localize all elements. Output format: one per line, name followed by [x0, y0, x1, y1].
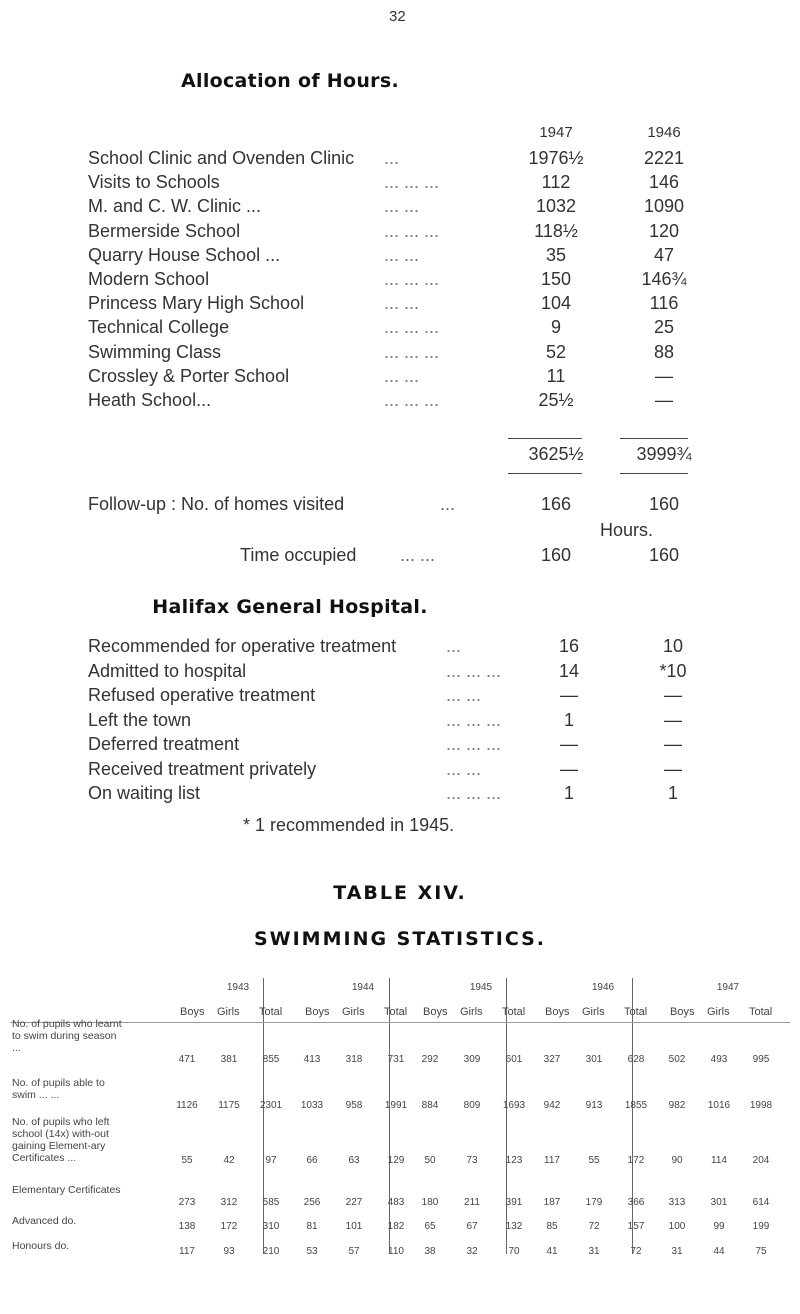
table-row-label: Honours do. — [12, 1240, 70, 1252]
hospital-row-label: Received treatment privately — [88, 758, 317, 779]
table-year-header: 1945 — [469, 982, 493, 993]
table-subtitle: SWIMMING STATISTICS. — [253, 928, 547, 950]
table-cell: 38 — [424, 1246, 436, 1257]
table-cell: 81 — [306, 1221, 318, 1232]
table-column-divider — [263, 978, 264, 1254]
table-cell: 884 — [421, 1100, 439, 1111]
hospital-row-dots: ... ... ... — [446, 734, 502, 754]
table-cell: 117 — [179, 1246, 195, 1257]
allocation-row-1947: 104 — [540, 293, 572, 314]
table-cell: 809 — [463, 1100, 481, 1111]
table-cell: 312 — [220, 1197, 238, 1208]
table-cell: 227 — [345, 1197, 363, 1208]
table-cell: 1033 — [300, 1100, 324, 1111]
table-cell: 44 — [713, 1246, 725, 1257]
hospital-title: Halifax General Hospital. — [152, 596, 428, 618]
hospital-row-1947: 14 — [558, 660, 580, 681]
table-subheader: Total — [749, 1006, 773, 1018]
table-row-label: No. of pupils who left school (14x) with-out gaining Element-ary Certificates ... — [12, 1116, 110, 1164]
allocation-row-1947: 1976½ — [528, 148, 584, 168]
table-cell: 471 — [178, 1054, 196, 1065]
table-cell: 585 — [262, 1197, 280, 1208]
table-cell: 63 — [348, 1155, 360, 1166]
table-subheader: Girls — [217, 1006, 240, 1018]
followup-label: Follow-up : No. of homes visited — [88, 494, 345, 514]
total-underline-1946 — [620, 473, 688, 474]
hospital-row-1946: — — [664, 758, 682, 779]
time-occupied-label: Time occupied — [240, 545, 357, 565]
allocation-row-1947: 11 — [546, 365, 566, 386]
year-header-1947: 1947 — [539, 124, 573, 141]
table-year-header: 1947 — [716, 982, 740, 993]
table-cell: 187 — [543, 1197, 561, 1208]
table-cell: 123 — [505, 1155, 523, 1166]
hospital-footnote: * 1 recommended in 1945. — [243, 815, 455, 835]
followup-1946: 160 — [648, 494, 680, 514]
table-cell: 66 — [306, 1155, 318, 1166]
table-cell: 132 — [505, 1221, 523, 1232]
table-cell: 855 — [262, 1054, 280, 1065]
table-subheader: Girls — [582, 1006, 605, 1018]
table-cell: 90 — [671, 1155, 683, 1166]
allocation-row-1946: 146¾ — [641, 269, 687, 289]
table-subheader: Boys — [423, 1006, 448, 1018]
table-cell: 50 — [424, 1155, 436, 1166]
table-row-label: Elementary Certificates — [12, 1184, 121, 1196]
table-cell: 42 — [223, 1155, 235, 1166]
table-subheader: Total — [624, 1006, 648, 1018]
table-subheader: Girls — [342, 1006, 365, 1018]
table-cell: 1175 — [218, 1100, 240, 1111]
time-occupied-1946: 160 — [648, 545, 680, 565]
table-subheader: Boys — [180, 1006, 205, 1018]
table-cell: 179 — [585, 1197, 603, 1208]
allocation-row-1947: 25½ — [538, 390, 574, 410]
table-cell: 982 — [668, 1100, 686, 1111]
table-column-divider — [506, 978, 507, 1254]
hospital-row-dots: ... ... ... — [446, 660, 502, 681]
allocation-row-dots: ... ... ... — [384, 172, 440, 193]
hospital-row-dots: ... ... — [446, 758, 482, 779]
table-cell: 366 — [627, 1197, 645, 1208]
allocation-row-1946: 120 — [648, 220, 680, 241]
table-cell: 601 — [505, 1054, 523, 1065]
allocation-row-1946: 1090 — [643, 196, 685, 217]
allocation-row-label: Visits to Schools — [88, 172, 220, 193]
table-cell: 913 — [585, 1100, 603, 1111]
allocation-row-label: Quarry House School ... — [88, 244, 281, 265]
hospital-row-dots: ... ... ... — [446, 783, 502, 803]
total-1946: 3999¾ — [636, 444, 692, 464]
hospital-row-label: Refused operative treatment — [88, 685, 316, 705]
hospital-row-1946: 1 — [667, 783, 678, 803]
table-cell: 502 — [668, 1054, 686, 1065]
table-cell: 117 — [544, 1155, 560, 1166]
table-cell: 273 — [178, 1197, 196, 1208]
allocation-row-1946: 146 — [648, 172, 680, 193]
table-cell: 1991 — [384, 1100, 408, 1111]
table-year-header: 1946 — [591, 982, 615, 993]
allocation-row-dots: ... ... ... — [384, 220, 440, 241]
table-cell: 413 — [303, 1054, 321, 1065]
allocation-row-label: Crossley & Porter School — [88, 365, 290, 386]
table-cell: 99 — [713, 1221, 725, 1232]
allocation-row-label: Princess Mary High School — [88, 293, 305, 314]
table-cell: 73 — [466, 1155, 478, 1166]
table-column-divider — [632, 978, 633, 1254]
table-column-divider — [389, 978, 390, 1254]
table-cell: 731 — [387, 1054, 405, 1065]
table-row-label: No. of pupils able to swim ... ... — [12, 1077, 105, 1101]
allocation-row-dots: ... ... ... — [384, 269, 440, 289]
allocation-row-dots: ... — [384, 148, 400, 168]
allocation-row-dots: ... ... — [384, 293, 420, 314]
table-cell: 138 — [178, 1221, 196, 1232]
hospital-row-dots: ... — [446, 636, 462, 656]
table-subheader: Total — [259, 1006, 283, 1018]
page-number: 32 — [389, 8, 406, 25]
hospital-row-1946: — — [664, 734, 682, 754]
table-cell: 55 — [588, 1155, 600, 1166]
table-cell: 1693 — [502, 1100, 526, 1111]
allocation-row-label: Bermerside School — [88, 220, 241, 241]
table-cell: 995 — [752, 1054, 770, 1065]
time-occupied-1947: 160 — [540, 545, 572, 565]
hospital-row-1946: *10 — [659, 660, 687, 681]
table-cell: 75 — [755, 1246, 767, 1257]
table-cell: 53 — [306, 1246, 318, 1257]
table-cell: 67 — [466, 1221, 478, 1232]
allocation-row-label: Modern School — [88, 269, 210, 289]
table-cell: 172 — [220, 1221, 238, 1232]
table-subheader: Total — [502, 1006, 526, 1018]
allocation-row-1947: 9 — [550, 317, 561, 338]
table-cell: 493 — [710, 1054, 728, 1065]
hospital-row-label: Left the town — [88, 709, 192, 730]
hospital-row-label: Admitted to hospital — [88, 660, 247, 681]
allocation-row-dots: ... ... — [384, 196, 420, 217]
allocation-row-label: Technical College — [88, 317, 230, 338]
table-cell: 93 — [223, 1246, 235, 1257]
allocation-row-label: Heath School... — [88, 390, 212, 410]
allocation-row-label: M. and C. W. Clinic ... — [88, 196, 262, 217]
table-cell: 57 — [348, 1246, 360, 1257]
table-cell: 211 — [464, 1197, 480, 1208]
hospital-row-1947: — — [560, 685, 578, 705]
hospital-row-1947: 1 — [563, 709, 574, 730]
hospital-row-1947: — — [560, 758, 578, 779]
table-cell: 85 — [546, 1221, 558, 1232]
hospital-row-dots: ... ... ... — [446, 709, 502, 730]
allocation-title: Allocation of Hours. — [181, 70, 399, 92]
total-rule-1947 — [508, 438, 582, 439]
table-cell: 157 — [627, 1221, 645, 1232]
table-cell: 1016 — [707, 1100, 731, 1111]
table-title: TABLE XIV. — [333, 882, 467, 904]
hospital-row-1947: — — [560, 734, 578, 754]
table-cell: 309 — [463, 1054, 481, 1065]
table-cell: 327 — [543, 1054, 561, 1065]
table-cell: 31 — [671, 1246, 683, 1257]
allocation-row-1946: — — [655, 365, 673, 386]
table-cell: 942 — [543, 1100, 561, 1111]
table-cell: 210 — [262, 1246, 280, 1257]
allocation-row-1946: 25 — [653, 317, 675, 338]
allocation-row-dots: ... ... ... — [384, 341, 440, 362]
table-subheader: Boys — [670, 1006, 695, 1018]
table-subheader: Boys — [305, 1006, 330, 1018]
table-cell: 310 — [262, 1221, 280, 1232]
table-subheader: Total — [384, 1006, 408, 1018]
hospital-row-dots: ... ... — [446, 685, 482, 705]
table-cell: 204 — [752, 1155, 770, 1166]
table-subheader: Girls — [707, 1006, 730, 1018]
allocation-row-1946: 47 — [653, 244, 675, 265]
allocation-row-1947: 150 — [540, 269, 572, 289]
table-cell: 301 — [585, 1054, 603, 1065]
table-cell: 55 — [181, 1155, 193, 1166]
table-cell: 1998 — [749, 1100, 773, 1111]
table-cell: 318 — [345, 1054, 363, 1065]
allocation-row-1946: 116 — [649, 293, 679, 314]
total-underline-1947 — [508, 473, 582, 474]
followup-dots: ... — [440, 494, 456, 514]
table-cell: 129 — [387, 1155, 405, 1166]
table-row-label: No. of pupils who learnt to swim during season ... — [12, 1018, 122, 1054]
table-cell: 2301 — [259, 1100, 283, 1111]
followup-1947: 166 — [540, 494, 572, 514]
allocation-row-1947: 1032 — [535, 196, 577, 217]
table-cell: 199 — [752, 1221, 770, 1232]
table-year-header: 1944 — [351, 982, 375, 993]
hospital-row-label: Recommended for operative treatment — [88, 636, 397, 656]
table-cell: 32 — [466, 1246, 478, 1257]
table-cell: 256 — [303, 1197, 321, 1208]
hospital-row-1946: 10 — [662, 636, 684, 656]
allocation-row-dots: ... ... ... — [384, 317, 440, 338]
table-cell: 114 — [711, 1155, 727, 1166]
table-cell: 180 — [421, 1197, 439, 1208]
hospital-row-label: On waiting list — [88, 783, 201, 803]
allocation-row-1947: 118½ — [534, 220, 578, 241]
table-subheader: Boys — [545, 1006, 570, 1018]
table-year-header: 1943 — [226, 982, 250, 993]
table-cell: 182 — [387, 1221, 405, 1232]
allocation-row-1947: 112 — [541, 172, 571, 193]
allocation-row-dots: ... ... ... — [384, 390, 440, 410]
table-cell: 313 — [668, 1197, 686, 1208]
hospital-row-1947: 16 — [558, 636, 580, 656]
table-cell: 70 — [508, 1246, 520, 1257]
allocation-row-1947: 52 — [545, 341, 567, 362]
table-cell: 101 — [345, 1221, 363, 1232]
hospital-row-label: Deferred treatment — [88, 734, 240, 754]
table-cell: 958 — [345, 1100, 363, 1111]
allocation-row-label: School Clinic and Ovenden Clinic — [88, 148, 355, 168]
table-cell: 391 — [505, 1197, 523, 1208]
table-cell: 628 — [627, 1054, 645, 1065]
table-cell: 1855 — [624, 1100, 648, 1111]
table-row-label: Advanced do. — [12, 1215, 77, 1227]
table-cell: 31 — [588, 1246, 600, 1257]
total-1947: 3625½ — [528, 444, 584, 464]
table-cell: 172 — [627, 1155, 645, 1166]
table-cell: 100 — [668, 1221, 686, 1232]
allocation-row-label: Swimming Class — [88, 341, 222, 362]
total-rule-1946 — [620, 438, 688, 439]
table-header-rule — [10, 1022, 790, 1023]
time-occupied-dots: ... ... — [400, 545, 436, 565]
allocation-row-1946: 88 — [653, 341, 675, 362]
table-cell: 110 — [388, 1246, 404, 1257]
hospital-row-1946: — — [664, 685, 682, 705]
year-header-1946: 1946 — [647, 124, 681, 141]
table-cell: 483 — [387, 1197, 405, 1208]
table-cell: 301 — [710, 1197, 728, 1208]
hospital-row-1947: 1 — [563, 783, 574, 803]
allocation-row-1946: 2221 — [643, 148, 685, 168]
allocation-row-1946: — — [655, 390, 673, 410]
table-subheader: Girls — [460, 1006, 483, 1018]
table-cell: 72 — [588, 1221, 600, 1232]
table-cell: 614 — [752, 1197, 770, 1208]
allocation-row-1947: 35 — [545, 244, 567, 265]
hours-label: Hours. — [600, 520, 654, 540]
table-cell: 97 — [265, 1155, 277, 1166]
table-cell: 41 — [546, 1246, 558, 1257]
table-cell: 381 — [220, 1054, 238, 1065]
allocation-row-dots: ... ... — [384, 365, 420, 386]
allocation-row-dots: ... ... — [384, 244, 420, 265]
table-cell: 72 — [630, 1246, 642, 1257]
table-cell: 65 — [424, 1221, 436, 1232]
table-cell: 1126 — [176, 1100, 198, 1111]
hospital-row-1946: — — [664, 709, 682, 730]
table-cell: 292 — [421, 1054, 439, 1065]
